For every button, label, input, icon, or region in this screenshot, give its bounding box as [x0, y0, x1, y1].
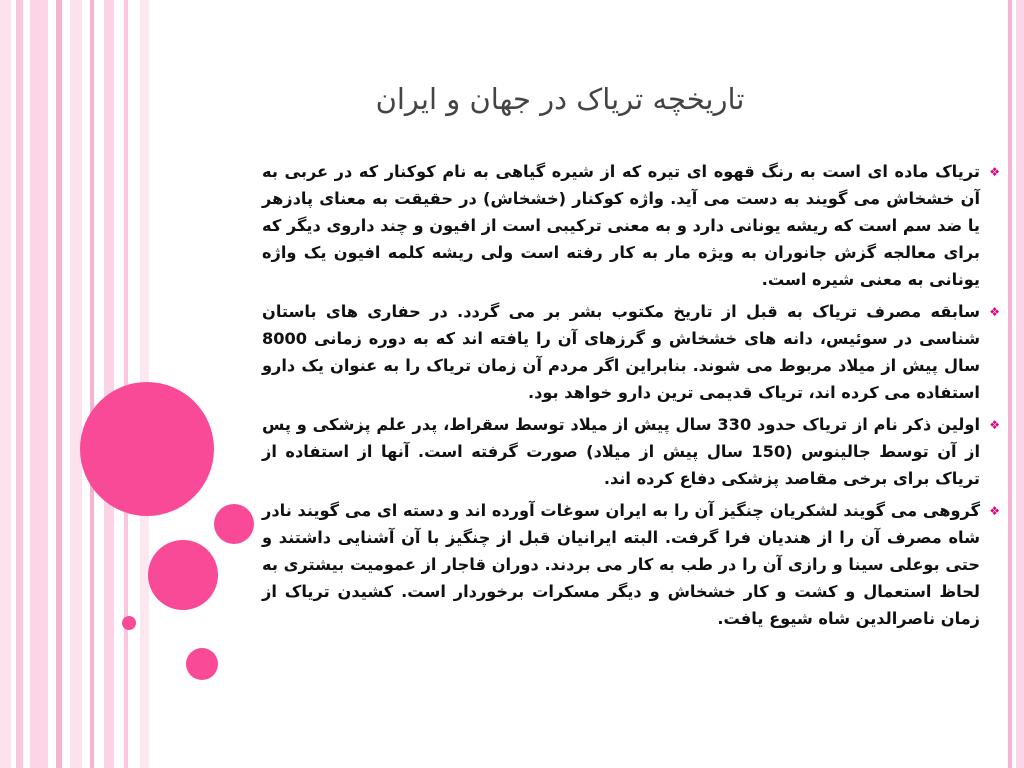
decor-stripe [104, 0, 114, 768]
decor-circle [214, 504, 254, 544]
bullet-text: گروهی می گویند لشکریان چنگیز آن را به ایران سوغات آورده اند و دسته ای می گویند نادر شاه مصرف آن را از هندیان فرا گرفت. البته ایرانیان قبل از چنگیز با آن آشنایی داشتند و حتی بوعلی سینا و رازی آن را در طب به کار می بردند. دوران قاجار از عمومیت بیشتری به لحاظ استعمال و کشت و کار خشخاش و دیگر مسکرات برخوردار است. کشیدن تریاک از زمان ناصرالدین شاه شیوع یافت. [262, 501, 980, 628]
diamond-cluster-icon: ❖ [989, 165, 1000, 179]
decor-stripe [0, 0, 11, 768]
decor-stripe [30, 0, 48, 768]
diamond-cluster-icon: ❖ [989, 305, 1000, 319]
decor-circle [186, 648, 218, 680]
bullet-item [262, 411, 1002, 492]
decor-stripe [70, 0, 82, 768]
bullet-item [262, 497, 1002, 632]
decor-circle [122, 616, 136, 630]
slide-content [262, 158, 1002, 637]
bullet-item [262, 298, 1002, 406]
decor-circle [148, 540, 218, 610]
slide-title: تاریخچه تریاک در جهان و ایران [375, 82, 745, 116]
diamond-cluster-icon: ❖ [989, 504, 1000, 518]
decor-stripe [56, 0, 62, 768]
diamond-cluster-icon: ❖ [989, 418, 1000, 432]
decor-stripe [16, 0, 23, 768]
decor-stripe [1008, 0, 1012, 768]
decor-circle [80, 382, 214, 516]
decor-stripe [90, 0, 94, 768]
decor-stripe [1016, 0, 1024, 768]
bullet-text: سابقه مصرف تریاک به قبل از تاریخ مکتوب بشر بر می گردد. در حفاری های باستان شناسی در سوئیس، دانه های خشخاش و گرزهای آن را یافته اند که به دوره زمانی 8000 سال پیش از میلاد مربوط می شوند. بنابراین اگر مردم آن زمان تریاک را به عنوان یک دارو استفاده می کرده اند، تریاک قدیمی ترین دارو خواهد بود. [262, 302, 980, 402]
bullet-text: اولین ذکر نام از تریاک حدود 330 سال پیش از میلاد توسط سقراط، پدر علم پزشکی و پس از آن توسط جالینوس (150 سال پیش از میلاد) صورت گرفته است. آنها از استفاده از تریاک برای برخی مقاصد پزشکی دفاع کرده اند. [262, 415, 980, 488]
bullet-item [262, 158, 1002, 293]
bullet-text: تریاک ماده ای است به رنگ قهوه ای تیره که از شیره گیاهی به نام کوکنار که در عربی به آن خشخاش می گویند به دست می آید. واژه کوکنار (خشخاش) در حقیقت به معنای پادزهر یا ضد سم است که ریشه یونانی دارد و به معنی ترکیبی است از افیون و چند داروی دیگر که برای معالجه گزش جانوران به ویژه مار به کار رفته است ولی ریشه کلمه افیون یک واژه یونانی به معنی شیره است. [262, 162, 980, 289]
